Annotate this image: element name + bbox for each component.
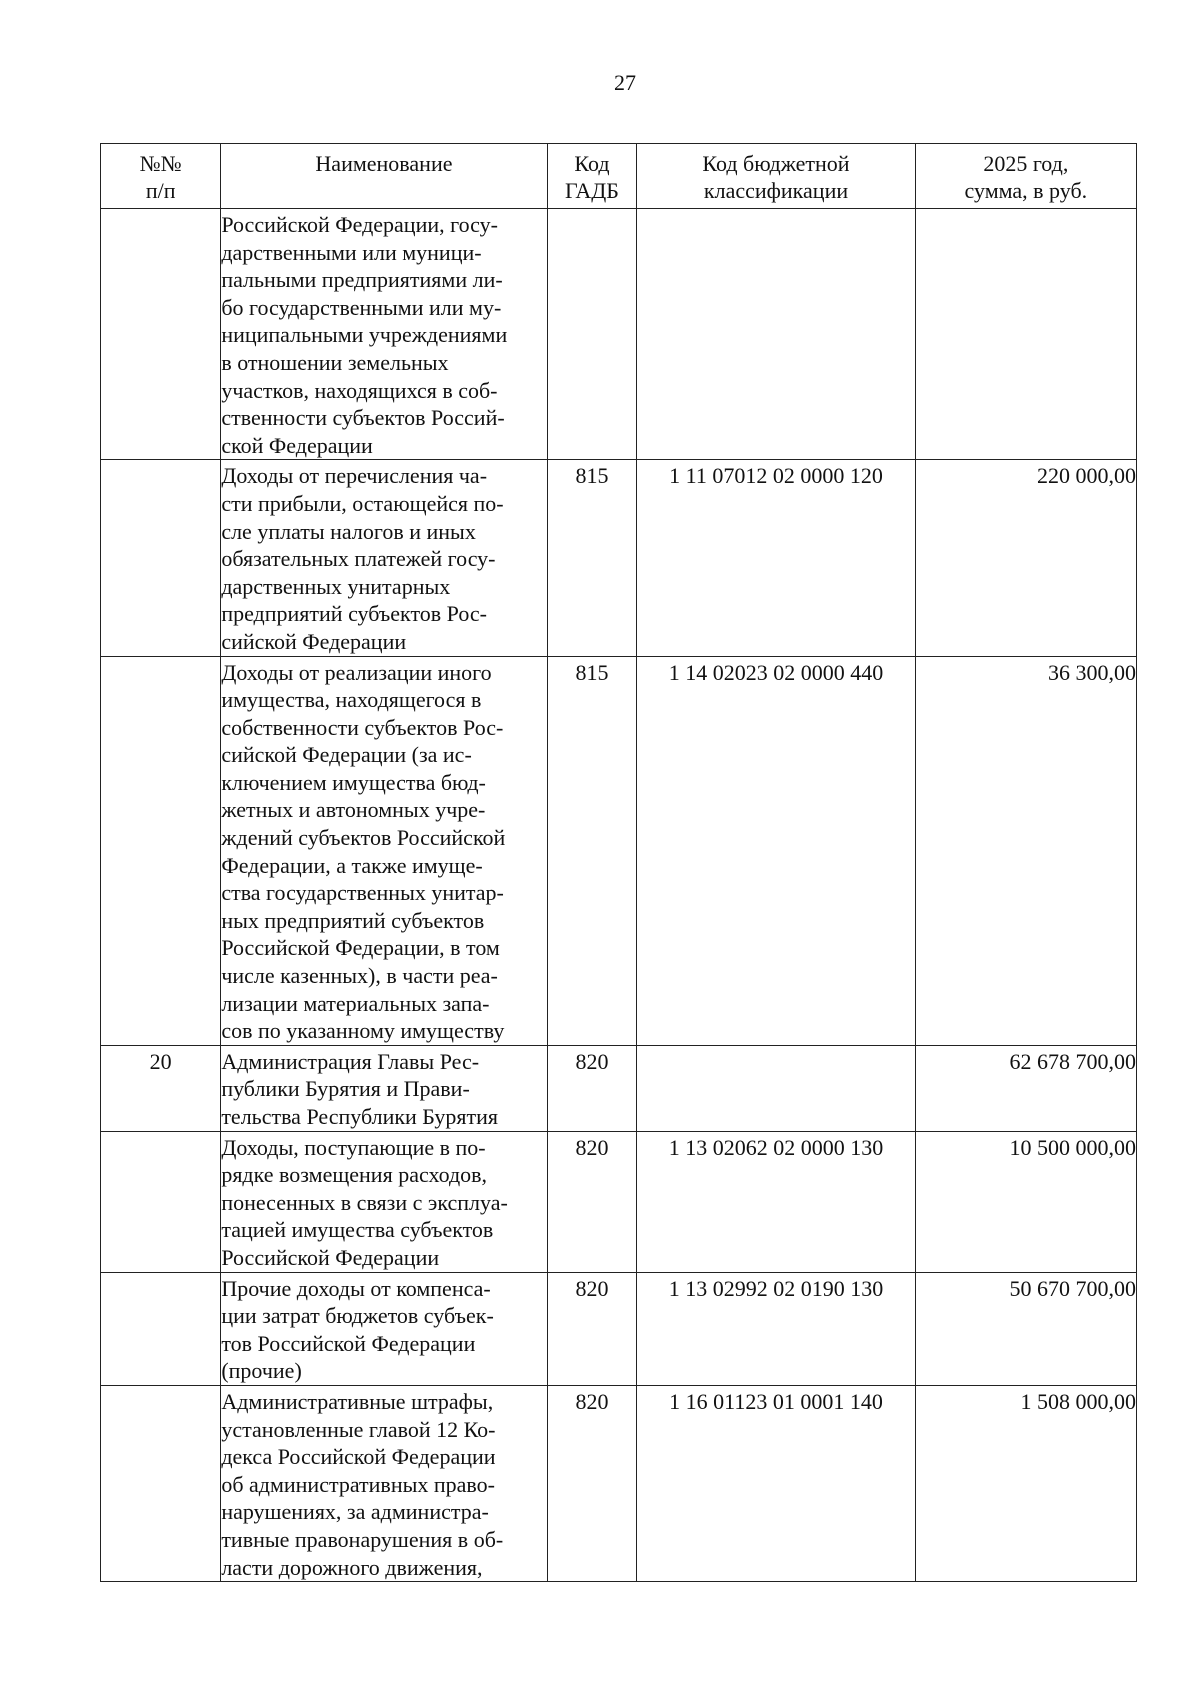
header-line: №№ xyxy=(139,151,182,176)
name-cell xyxy=(221,656,547,1045)
name-line: Администрация Главы Рес- xyxy=(221,1048,480,1074)
name-line: Доходы от реализации иного xyxy=(221,659,492,685)
sum-cell: 62 678 700,00 xyxy=(915,1045,1136,1131)
name-cell xyxy=(221,460,547,656)
table-row xyxy=(101,460,1137,656)
table-row xyxy=(101,1045,1137,1131)
name-line: Федерации, а также имуще- xyxy=(221,852,483,878)
header-sum-2025 xyxy=(915,144,1136,209)
gadb-code-cell: 820 xyxy=(547,1045,637,1131)
header-line: сумма, в руб. xyxy=(964,178,1088,203)
sum-cell: 1 508 000,00 xyxy=(915,1385,1136,1581)
sum-cell: 36 300,00 xyxy=(915,656,1136,1045)
name-line: сле уплаты налогов и иных xyxy=(221,518,476,544)
name-cell xyxy=(221,1272,547,1385)
name-line: рядке возмещения расходов, xyxy=(221,1162,488,1188)
name-line: сти прибыли, остающейся по- xyxy=(221,490,504,516)
name-line: ства государственных унитар- xyxy=(221,880,504,906)
header-row-number xyxy=(101,144,221,209)
name-line: участков, находящихся в соб- xyxy=(221,377,498,403)
gadb-code-cell xyxy=(547,209,637,460)
budget-classification-code-cell: 1 13 02062 02 0000 130 xyxy=(637,1131,915,1272)
name-line: дарственных унитарных xyxy=(221,573,451,599)
name-line: тов Российской Федерации xyxy=(221,1330,476,1356)
name-line: ключением имущества бюд- xyxy=(221,769,486,795)
name-line: имущества, находящегося в xyxy=(221,687,482,713)
name-cell xyxy=(221,209,547,460)
budget-revenue-table xyxy=(100,143,1137,1582)
name-line: тацией имущества субъектов xyxy=(221,1217,494,1243)
row-number-cell xyxy=(101,656,221,1045)
header-line: ГАДБ xyxy=(565,178,619,203)
name-line: ниципальными учреждениями xyxy=(221,322,508,348)
name-line: ласти дорожного движения, xyxy=(221,1554,483,1580)
budget-classification-code-cell xyxy=(637,209,915,460)
budget-classification-code-cell xyxy=(637,1045,915,1131)
name-line: тивные правонарушения в об- xyxy=(221,1526,504,1552)
name-line: сийской Федерации (за ис- xyxy=(221,742,472,768)
name-line: Прочие доходы от компенса- xyxy=(221,1275,491,1301)
name-line: ных предприятий субъектов xyxy=(221,907,485,933)
row-number-cell xyxy=(101,209,221,460)
gadb-code-cell: 815 xyxy=(547,460,637,656)
name-line: обязательных платежей госу- xyxy=(221,546,496,572)
name-line: предприятий субъектов Рос- xyxy=(221,601,487,627)
name-line: пальными предприятиями ли- xyxy=(221,267,503,293)
header-line: Наименование xyxy=(315,151,453,176)
budget-classification-code-cell: 1 16 01123 01 0001 140 xyxy=(637,1385,915,1581)
header-budget-classification-code xyxy=(637,144,915,209)
row-number-cell: 20 xyxy=(101,1045,221,1131)
sum-cell: 220 000,00 xyxy=(915,460,1136,656)
name-line: сов по указанному имуществу xyxy=(221,1018,505,1044)
name-line: об административных право- xyxy=(221,1471,495,1497)
budget-classification-code-cell: 1 14 02023 02 0000 440 xyxy=(637,656,915,1045)
row-number-cell xyxy=(101,1272,221,1385)
name-line: Доходы от перечисления ча- xyxy=(221,463,488,489)
table-header-row xyxy=(101,144,1137,209)
name-line: Российской Федерации xyxy=(221,1244,440,1270)
header-line: п/п xyxy=(145,178,176,203)
name-line: декса Российской Федерации xyxy=(221,1444,496,1470)
name-line: ждений субъектов Российской xyxy=(221,825,506,851)
header-name xyxy=(221,144,547,209)
table-row xyxy=(101,656,1137,1045)
header-line: Код бюджетной xyxy=(702,151,850,176)
name-line: Российской Федерации, в том xyxy=(221,935,500,961)
header-line: 2025 год, xyxy=(983,151,1069,176)
page-number: 27 xyxy=(614,70,636,95)
budget-classification-code-cell: 1 13 02992 02 0190 130 xyxy=(637,1272,915,1385)
header-line: Код xyxy=(574,151,610,176)
row-number-cell xyxy=(101,1131,221,1272)
gadb-code-cell: 820 xyxy=(547,1385,637,1581)
name-line: Доходы, поступающие в по- xyxy=(221,1134,486,1160)
name-line: ственности субъектов Россий- xyxy=(221,405,505,431)
name-line: сийской Федерации xyxy=(221,628,407,654)
name-line: публики Бурятия и Прави- xyxy=(221,1076,470,1102)
name-line: дарственными или муници- xyxy=(221,239,482,265)
name-line: ской Федерации xyxy=(221,432,373,458)
sum-cell xyxy=(915,209,1136,460)
name-line: в отношении земельных xyxy=(221,349,449,375)
name-line: бо государственными или му- xyxy=(221,294,502,320)
row-number-cell xyxy=(101,460,221,656)
name-line: тельства Республики Бурятия xyxy=(221,1104,499,1129)
header-gadb-code xyxy=(547,144,637,209)
table-body xyxy=(101,209,1137,1582)
gadb-code-cell: 820 xyxy=(547,1272,637,1385)
table-row xyxy=(101,1272,1137,1385)
name-line: жетных и автономных учре- xyxy=(221,797,486,823)
name-cell xyxy=(221,1131,547,1272)
name-line: установленные главой 12 Ко- xyxy=(221,1416,496,1442)
name-line: ции затрат бюджетов субъек- xyxy=(221,1303,494,1329)
name-line: нарушениях, за администра- xyxy=(221,1499,489,1525)
gadb-code-cell: 815 xyxy=(547,656,637,1045)
name-line: Административные штрафы, xyxy=(221,1388,494,1414)
name-cell xyxy=(221,1045,547,1131)
name-line: (прочие) xyxy=(221,1358,302,1384)
name-line: лизации материальных запа- xyxy=(221,990,490,1016)
row-number-cell xyxy=(101,1385,221,1581)
header-line: классификации xyxy=(703,178,849,203)
table-row xyxy=(101,1385,1137,1581)
budget-classification-code-cell: 1 11 07012 02 0000 120 xyxy=(637,460,915,656)
gadb-code-cell: 820 xyxy=(547,1131,637,1272)
name-line: числе казенных), в части реа- xyxy=(221,963,498,989)
name-cell xyxy=(221,1385,547,1581)
name-line: Российской Федерации, госу- xyxy=(221,212,498,237)
table-row xyxy=(101,209,1137,460)
sum-cell: 10 500 000,00 xyxy=(915,1131,1136,1272)
name-line: понесенных в связи с эксплуа- xyxy=(221,1189,508,1215)
table-row xyxy=(101,1131,1137,1272)
sum-cell: 50 670 700,00 xyxy=(915,1272,1136,1385)
name-line: собственности субъектов Рос- xyxy=(221,714,504,740)
